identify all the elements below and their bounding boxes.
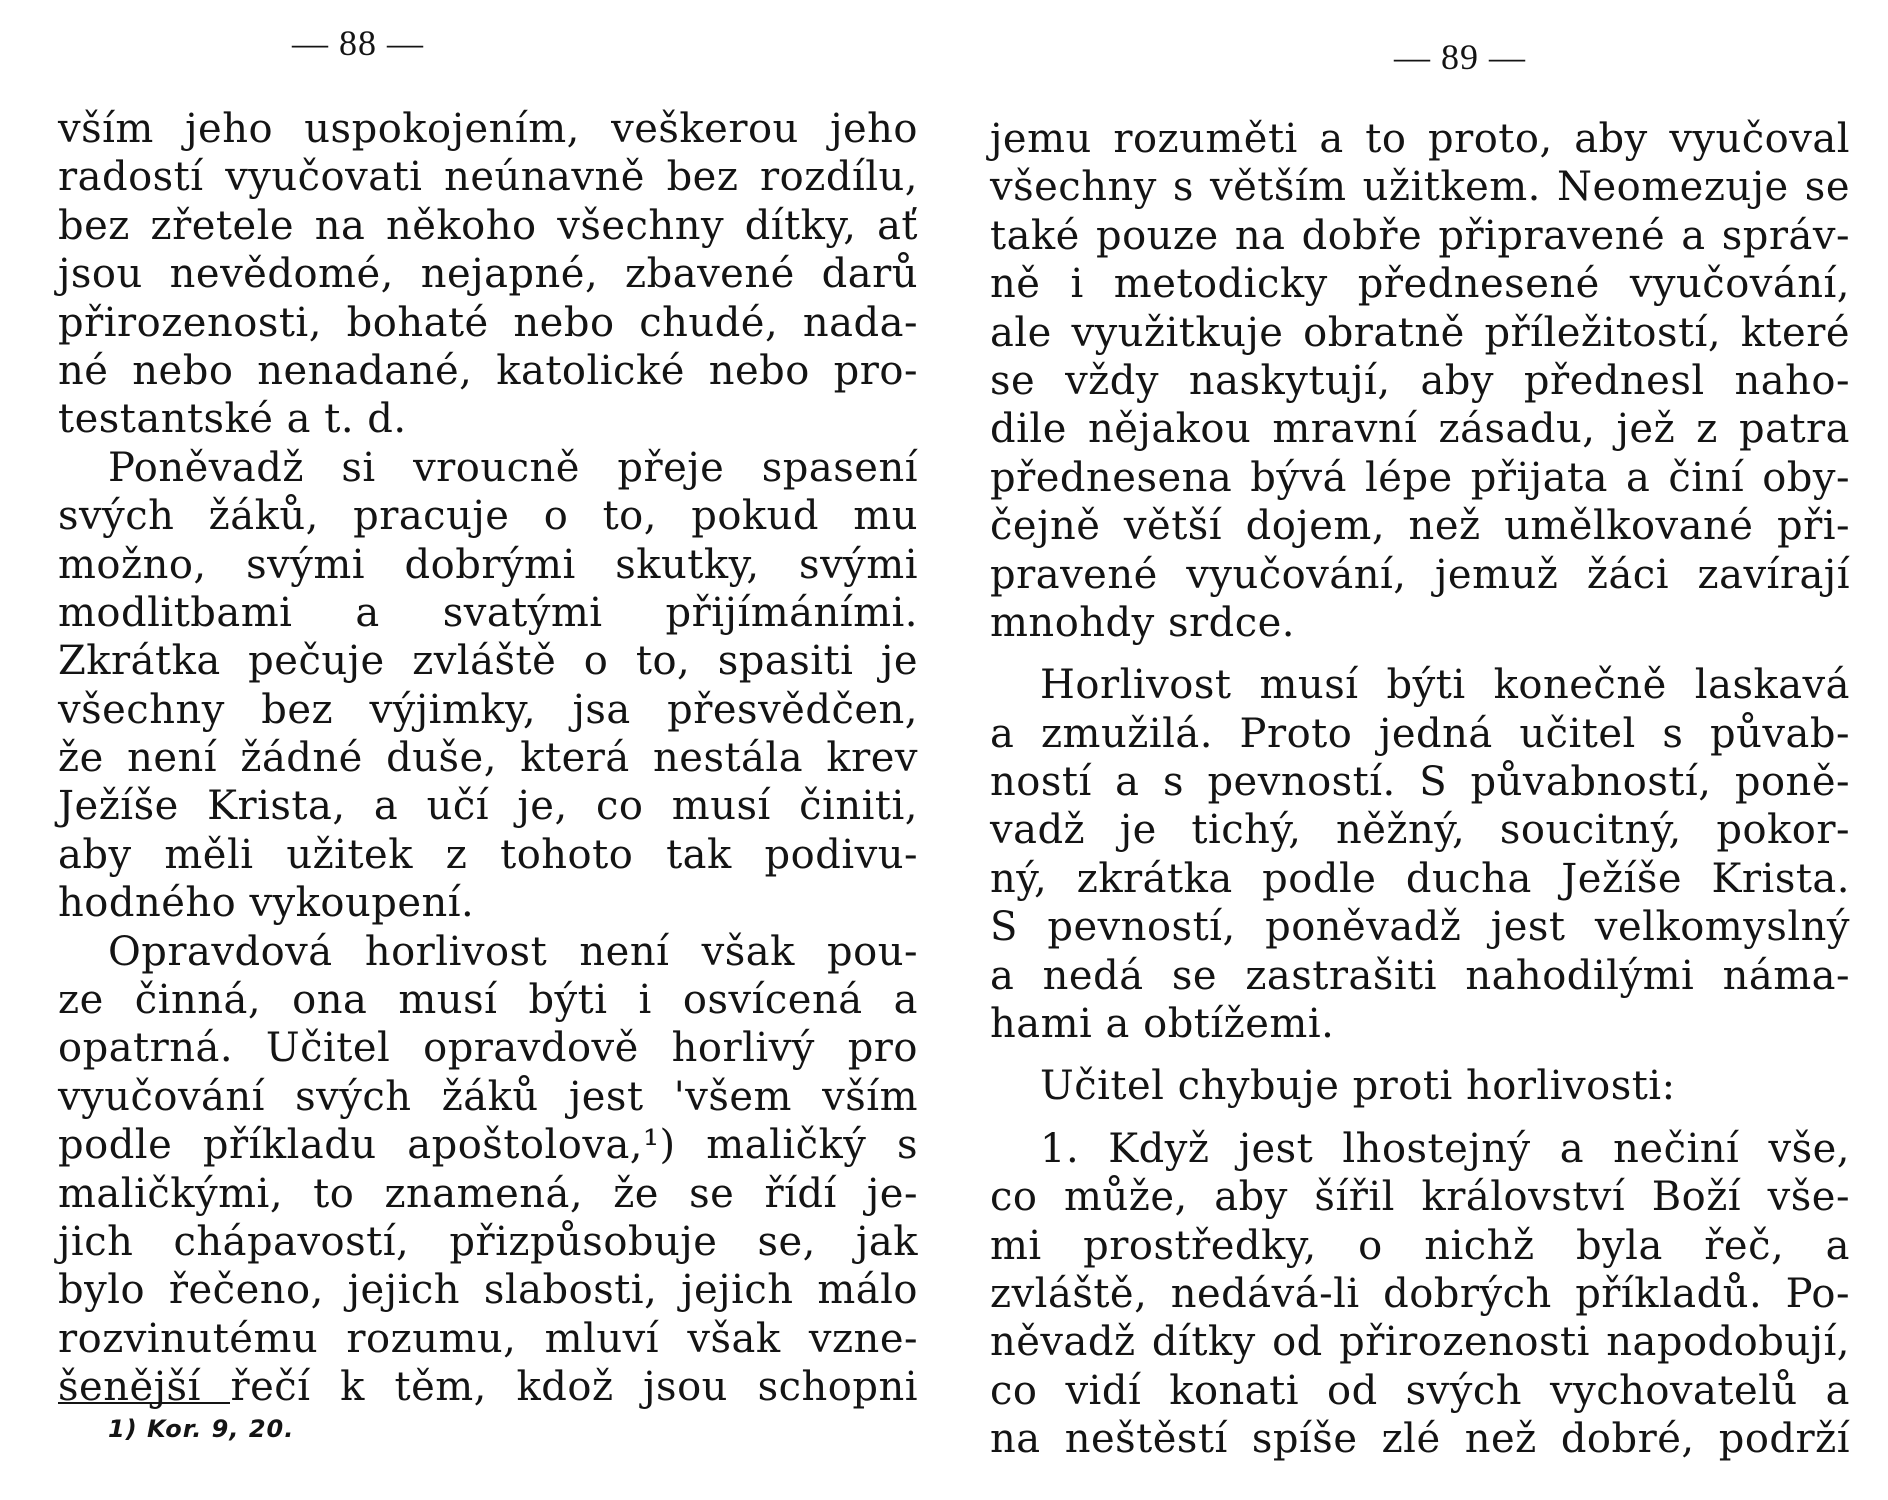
text-line: Poněvadž si vroucně přeje spasení bbox=[108, 444, 918, 491]
text-line: opatrná. Učitel opravdově horlivý pro bbox=[58, 1025, 918, 1072]
page-number-right: — 89 — bbox=[1394, 37, 1526, 77]
text-line: 1. Když jest lhostejný a nečiní vše, bbox=[1040, 1125, 1850, 1172]
text-line: jsou nevědomé, nejapné, zbavené darů bbox=[58, 251, 918, 298]
text-line: co může, aby šířil království Boží vše- bbox=[990, 1174, 1850, 1221]
right-page bbox=[990, 0, 1850, 1500]
text-line: něvadž dítky od přirozenosti napodobují, bbox=[990, 1319, 1850, 1366]
text-line: né nebo nenadané, katolické nebo pro- bbox=[58, 347, 918, 394]
text-line: bez zřetele na někoho všechny dítky, ať bbox=[58, 202, 918, 249]
footnote: 1) Kor. 9, 20. bbox=[108, 1415, 295, 1443]
text-line: zvláště, nedává-li dobrých příkladů. Po- bbox=[990, 1270, 1850, 1317]
text-line: aby měli užitek z tohoto tak podivu- bbox=[58, 831, 918, 878]
text-line: pravené vyučování, jemuž žáci zavírají bbox=[990, 551, 1850, 598]
text-line: bylo řečeno, jejich slabosti, jejich málo bbox=[58, 1267, 918, 1314]
text-line: ze činná, ona musí býti i osvícená a bbox=[58, 977, 918, 1024]
text-line: také pouze na dobře připravené a správ- bbox=[990, 212, 1850, 259]
left-text-column bbox=[58, 105, 918, 1412]
text-line: všechny bez výjimky, jsa přesvědčen, bbox=[58, 686, 918, 733]
text-line: mnohdy srdce. bbox=[990, 599, 1295, 646]
text-line: mi prostředky, o nichž byla řeč, a bbox=[990, 1222, 1850, 1269]
text-line: šenější řečí k těm, kdož jsou schopni bbox=[58, 1364, 918, 1411]
text-line: všechny s větším užitkem. Neomezuje se bbox=[990, 164, 1850, 211]
text-line: S pevností, poněvadž jest velkomyslný bbox=[990, 904, 1850, 951]
text-line: se vždy naskytují, aby přednesl naho- bbox=[990, 357, 1850, 404]
text-line: maličkými, to znamená, že se řídí je- bbox=[58, 1170, 918, 1217]
paragraph-gap bbox=[990, 1111, 1850, 1125]
text-line: radostí vyučovati neúnavně bez rozdílu, bbox=[58, 154, 918, 201]
text-line: a zmužilá. Proto jedná učitel s půvab- bbox=[990, 710, 1850, 757]
footnote-rule bbox=[58, 1402, 230, 1404]
text-line: přirozenosti, bohaté nebo chudé, nada- bbox=[58, 299, 918, 346]
text-line: Učitel chybuje proti horlivosti: bbox=[1040, 1063, 1676, 1110]
page-number-left: — 88 — bbox=[292, 23, 424, 63]
text-line: podle příkladu apoštolova,¹) maličký s bbox=[58, 1122, 918, 1169]
text-line: ností a s pevností. S půvabností, poně- bbox=[990, 759, 1850, 806]
right-text-column bbox=[990, 115, 1850, 1464]
text-line: ně i metodicky přednesené vyučování, bbox=[990, 261, 1850, 308]
text-line: Zkrátka pečuje zvláště o to, spasiti je bbox=[58, 638, 918, 685]
text-line: dile nějakou mravní zásadu, jež z patra bbox=[990, 406, 1850, 453]
text-line: rozvinutému rozumu, mluví však vzne- bbox=[58, 1315, 918, 1362]
text-line: přednesena bývá lépe přijata a činí oby- bbox=[990, 454, 1850, 501]
text-line: že není žádné duše, která nestála krev bbox=[58, 735, 918, 782]
text-line: co vidí konati od svých vychovatelů a bbox=[990, 1367, 1850, 1414]
text-line: na neštěstí spíše zlé než dobré, podrží bbox=[990, 1416, 1850, 1463]
text-line: jich chápavostí, přizpůsobuje se, jak bbox=[58, 1218, 918, 1265]
text-line: a nedá se zastrašiti nahodilými náma- bbox=[990, 952, 1850, 999]
text-line: hami a obtížemi. bbox=[990, 1001, 1335, 1048]
text-line: Horlivost musí býti konečně laskavá bbox=[1040, 662, 1850, 709]
text-line: hodného vykoupení. bbox=[58, 880, 475, 927]
paragraph-gap bbox=[990, 1048, 1850, 1062]
text-line: Opravdová horlivost není však pou- bbox=[108, 928, 918, 975]
paragraph-gap bbox=[990, 647, 1850, 661]
text-line: čejně větší dojem, než umělkované při- bbox=[990, 503, 1850, 550]
text-line: vyučování svých žáků jest 'všem vším bbox=[58, 1073, 918, 1120]
text-line: vadž je tichý, něžný, soucitný, pokor- bbox=[990, 807, 1850, 854]
left-page bbox=[58, 0, 918, 1500]
text-line: vším jeho uspokojením, veškerou jeho bbox=[58, 106, 918, 152]
text-line: svých žáků, pracuje o to, pokud mu bbox=[58, 493, 918, 540]
text-line: modlitbami a svatými přijímáními. bbox=[58, 589, 918, 636]
text-line: Ježíše Krista, a učí je, co musí činiti, bbox=[58, 783, 918, 830]
text-line: možno, svými dobrými skutky, svými bbox=[58, 541, 918, 588]
text-line: ný, zkrátka podle ducha Ježíše Krista. bbox=[990, 855, 1850, 902]
text-line: ale využitkuje obratně příležitostí, které bbox=[990, 309, 1850, 356]
text-line: testantské a t. d. bbox=[58, 396, 407, 443]
text-line: jemu rozuměti a to proto, aby vyučoval bbox=[990, 116, 1850, 162]
